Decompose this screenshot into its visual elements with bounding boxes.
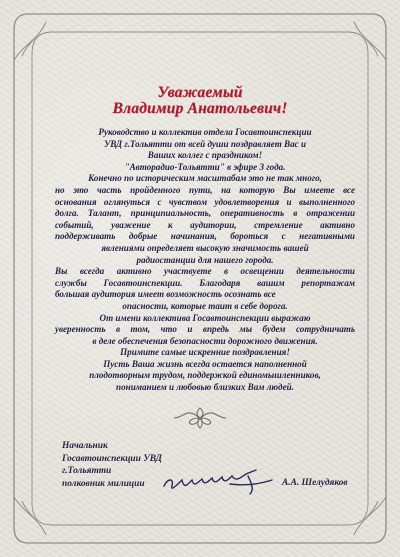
body-line: "Авторадио-Тольятти" в эфире 3 года. [124,161,286,172]
signatory-title-line: полковник милиции [62,478,145,489]
handwritten-signature [160,464,280,500]
body-line: опасности, которые таит в себе дорога. [122,300,288,311]
body-line: в деле обеспечения безопасности дорожного движения. [92,335,318,346]
body-line: событий, уважение к аудитории, стремление активно [55,219,355,230]
ornament-divider-icon [172,404,228,432]
body-line: долга. Талант, принципиальность, оперативность в отражении [55,208,355,219]
body-line: Руководство и коллектив отдела Госавтоинспекции [98,127,312,137]
greeting-salutation: Уважаемый [157,84,243,101]
body-line: службы Госавтоинспекции. Благодаря вашим репортажам [55,277,355,288]
body-line: УВД г.Тольятти от всей души поздравляет Вас и [103,138,307,149]
body-line: От имени коллектива Госавтоинспекции выражаю [99,312,311,323]
body-line: Вы всегда активно участвуете в освещении деятельности [55,266,355,277]
body-line: Примите самые искренние поздравления! [120,347,290,358]
body-line: большая аудитория имеет возможность осознать все [55,289,276,300]
body-line: явлениями определяет высокую значимость вашей [101,242,309,253]
signatory-title-line: Госавтоинспекции УВД [62,453,162,464]
signatory-name: А.А. Шелудяков [282,478,348,488]
body-line: уверенность в том, что и впредь мы будем сотрудничать [55,324,355,335]
body-line: пониманием и любовью близких Вам людей. [116,382,294,393]
signatory-title-line: Начальник [62,441,108,451]
body-line: радиостанции для нашего города. [136,254,274,265]
signature-block [62,440,162,490]
greeting-addressee: Владимир Анатольевич! [112,100,288,117]
body-line: плодотворным трудом, поддержкой единомышленников, [89,370,321,381]
signatory-title-line: г.Тольятти [62,466,112,476]
body-line: Пусть Ваша жизнь всегда остается наполненной [103,358,307,369]
letter-body [55,127,355,394]
body-line: но это часть пройденного пути, на которую Вы имеете все [55,184,355,195]
body-line: основания оглянуться с чувством удовлетворения и выполненного [55,196,355,207]
body-line: Конечно по историческим масштабам это не так много, [88,173,322,184]
body-line: поддерживать добрые начинания, бороться с негативными [55,231,355,242]
body-line: Ваших коллег с праздником! [147,150,263,161]
